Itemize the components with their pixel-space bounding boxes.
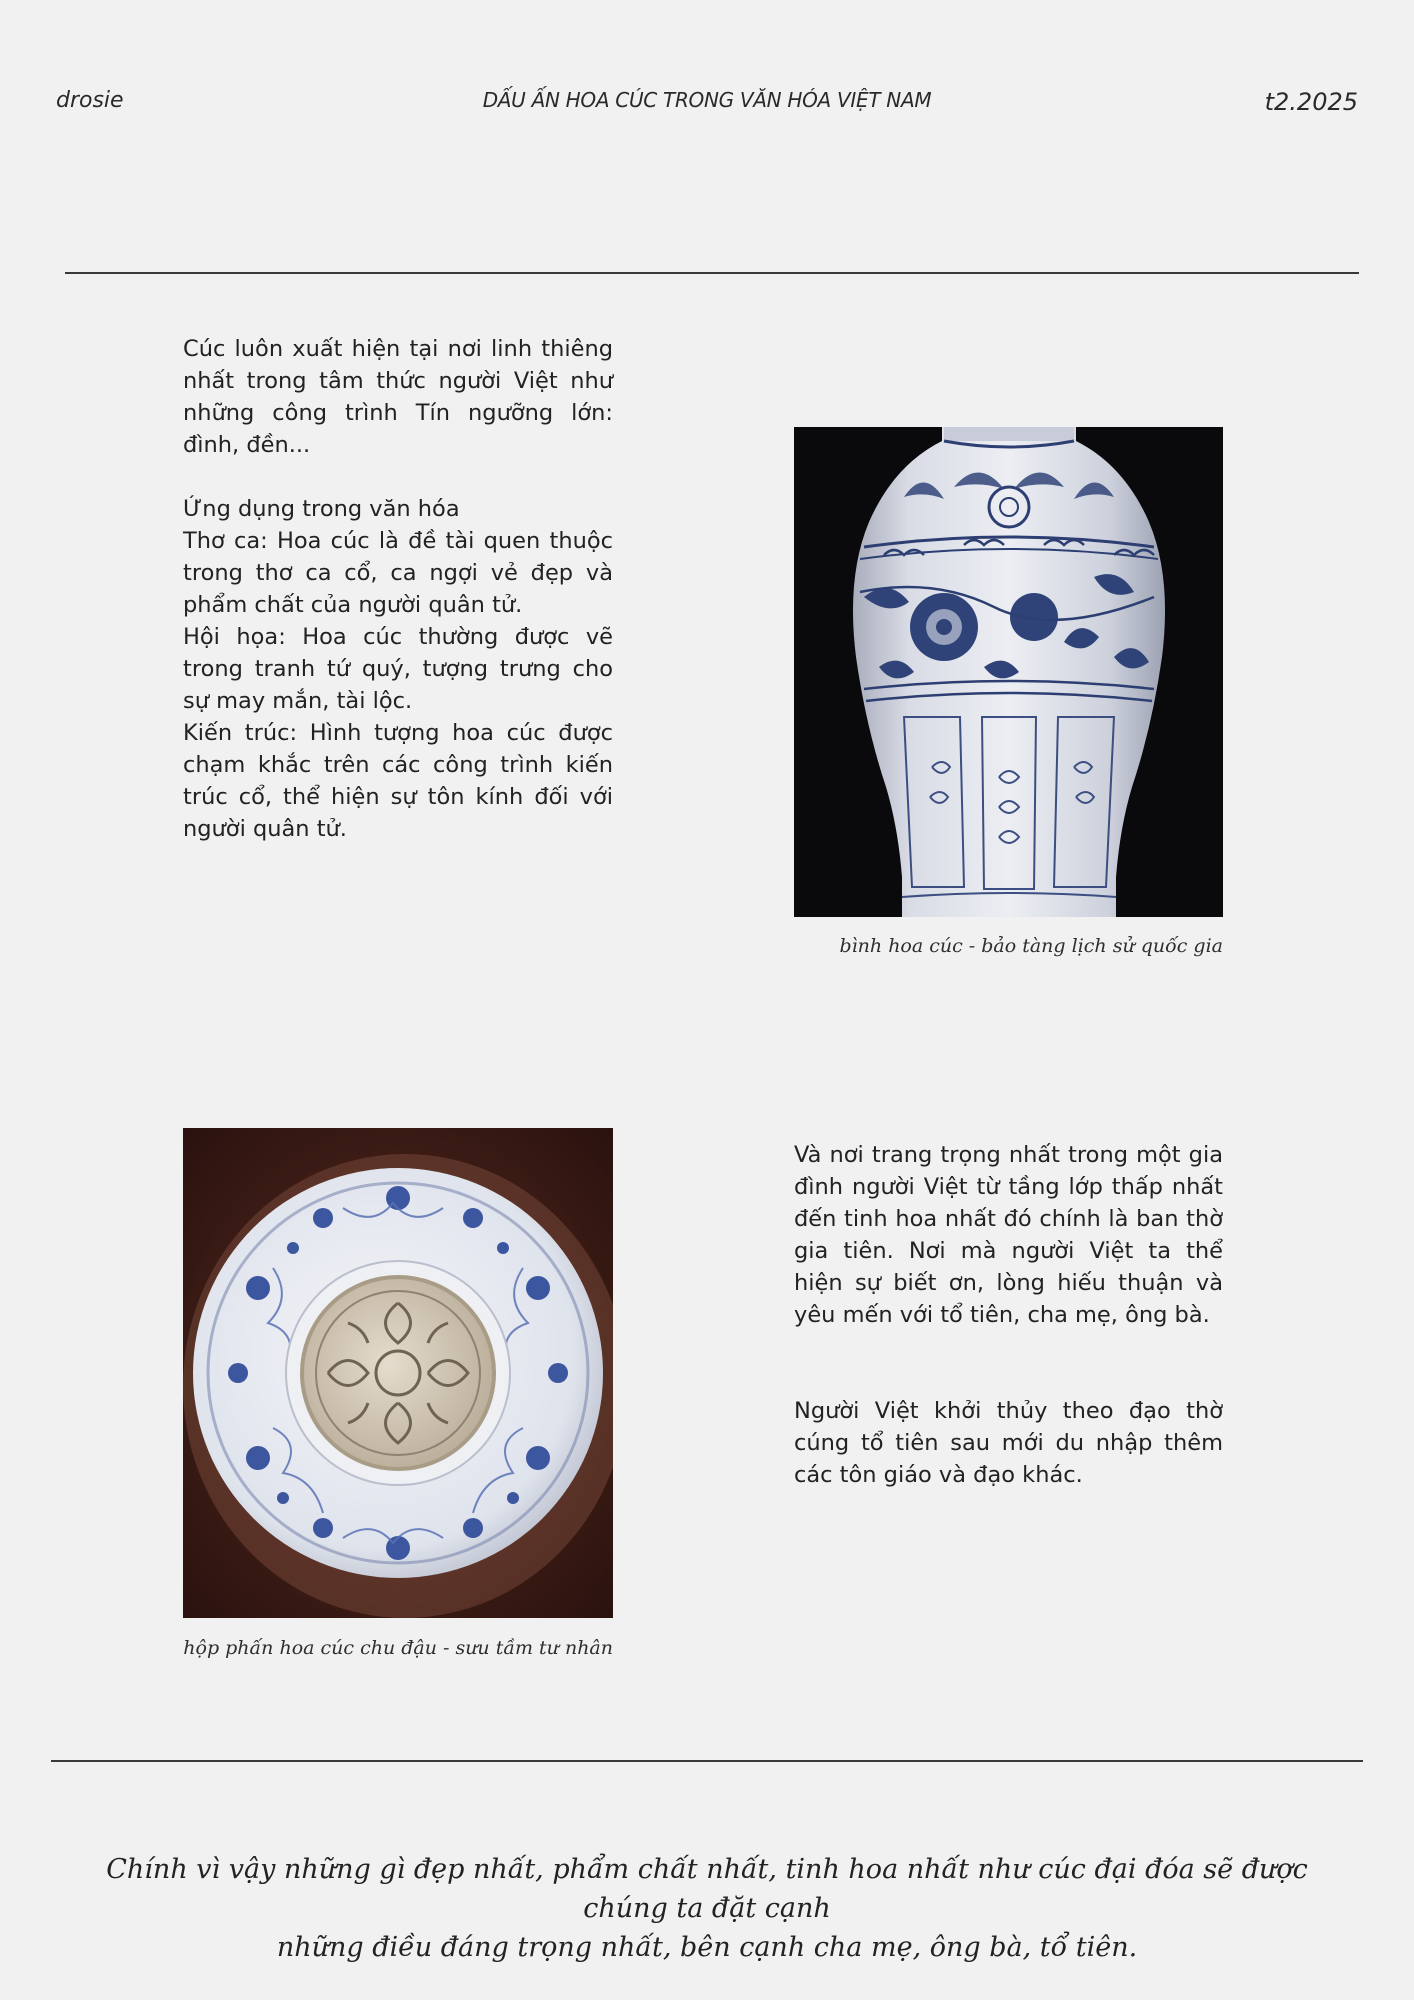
vase-caption: bình hoa cúc - bảo tàng lịch sử quốc gia: [839, 935, 1223, 957]
issue-date: t2.2025: [1264, 88, 1358, 116]
powder-box-image: [183, 1128, 613, 1618]
altar-paragraph: Và nơi trang trọng nhất trong một gia đình người Việt từ tầng lớp thấp nhất đến tinh hoa nhất đó chính là ban thờ gia tiên. Nơi mà người Việt ta thể hiện sự biết ơn, lòng hiếu thuận và yêu mến với tổ tiên, cha mẹ, ông bà.: [794, 1142, 1223, 1328]
author-name: drosie: [56, 88, 124, 113]
intro-paragraph: Cúc luôn xuất hiện tại nơi linh thiêng nhất trong tâm thức người Việt như những công trình Tín ngưỡng lớn: đình, đền...: [183, 336, 613, 458]
vase-image: [794, 427, 1223, 917]
header-divider: [65, 272, 1359, 274]
quote-line-2: những điều đáng trọng nhất, bên cạnh cha mẹ, ông bà, tổ tiên.: [276, 1932, 1138, 1963]
quote-line-1: Chính vì vậy những gì đẹp nhất, phẩm chất nhất, tinh hoa nhất như cúc đại đóa sẽ được chúng ta đặt cạnh: [106, 1854, 1308, 1924]
ancestor-paragraph: Người Việt khởi thủy theo đạo thờ cúng tổ tiên sau mới du nhập thêm các tôn giáo và đạo khác.: [794, 1398, 1223, 1488]
culture-heading: Ứng dụng trong văn hóa: [183, 496, 460, 522]
box-caption: hộp phấn hoa cúc chu đậu - sưu tầm tư nhân: [183, 1637, 613, 1659]
section-2-text: [794, 1139, 1223, 1491]
poetry-paragraph: Thơ ca: Hoa cúc là đề tài quen thuộc trong thơ ca cổ, ca ngợi vẻ đẹp và phẩm chất của người quân tử.: [183, 528, 613, 618]
footer-divider: [51, 1760, 1363, 1762]
painting-paragraph: Hội họa: Hoa cúc thường được vẽ trong tranh tứ quý, tượng trưng cho sự may mắn, tài lộc.: [183, 624, 613, 714]
architecture-paragraph: Kiến trúc: Hình tượng hoa cúc được chạm khắc trên các công trình kiến trúc cổ, thể hiện sự tôn kính đối với người quân tử.: [183, 720, 613, 842]
page-title: DẤU ẤN HOA CÚC TRONG VĂN HÓA VIỆT NAM: [482, 88, 932, 112]
section-1-text: [183, 333, 613, 845]
closing-quote: [60, 1850, 1354, 1967]
